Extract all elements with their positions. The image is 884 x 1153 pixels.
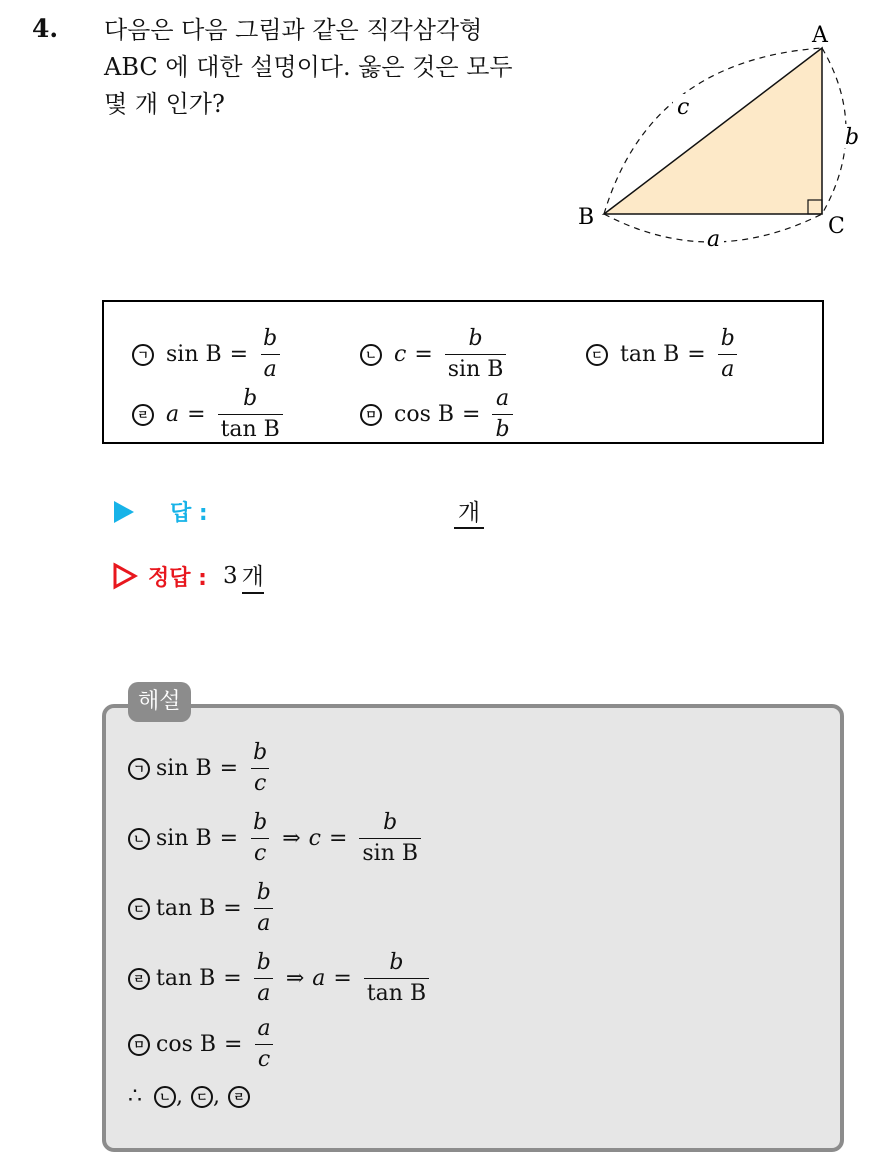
option-fraction: $\frac{a}{b}$ <box>492 386 512 443</box>
option-fraction: $\frac{b}{a}$ <box>718 326 738 383</box>
explanation-marker: ㄱ <box>128 758 150 780</box>
side-b-label: b <box>845 125 860 150</box>
option-marker: ㄷ <box>586 344 608 366</box>
play-arrow-icon <box>112 499 136 525</box>
option-marker: ㄴ <box>360 344 382 366</box>
vertex-b-label: B <box>578 205 595 230</box>
option-fraction: $\frac{b}{\text{sin B}}$ <box>445 326 507 383</box>
explanation-tag: 해설 <box>128 682 191 722</box>
option-fraction: $\frac{b}{a}$ <box>260 326 280 383</box>
answer-unit: 개 <box>457 500 481 526</box>
conclusion-marker: ㄴ <box>154 1086 176 1108</box>
option-lhs: c <box>394 342 407 367</box>
option-lhs: tan B <box>620 342 680 367</box>
option-2: ㄴ c = $\frac{b}{\text{sin B}}$ <box>360 326 510 383</box>
explanation-line-4: ㄹ tan B = $\frac{b}{a}$ ⇒ a = $\frac{b}{\text{tan B}}$ <box>128 950 433 1007</box>
correct-answer-row <box>112 558 264 594</box>
correct-answer-unit: 개 <box>242 558 264 594</box>
correct-answer-value: 3 <box>222 563 238 589</box>
question-number: 4. <box>32 14 59 43</box>
option-marker: ㅁ <box>360 404 382 426</box>
answer-blank[interactable] <box>454 494 484 529</box>
option-5: ㅁ cos B = $\frac{a}{b}$ <box>360 386 517 443</box>
outline-arrow-icon <box>112 562 138 590</box>
explanation-marker: ㄴ <box>128 828 150 850</box>
option-lhs: cos B <box>394 402 455 427</box>
therefore-symbol: ∴ <box>128 1084 142 1109</box>
triangle-shape <box>604 48 822 214</box>
explanation-line-2: ㄴ sin B = $\frac{b}{c}$ ⇒ c = $\frac{b}{\text{sin B}}$ <box>128 810 425 867</box>
answer-label: 답 : <box>170 501 208 526</box>
side-a-label: a <box>707 227 721 252</box>
conclusion-marker: ㄹ <box>228 1086 250 1108</box>
question-line: ABC 에 대한 설명이다. 옳은 것은 모두 <box>104 53 513 81</box>
side-c-label: c <box>677 95 690 120</box>
explanation-conclusion: ∴ ㄴ , ㄷ , ㄹ <box>128 1084 250 1109</box>
vertex-c-label: C <box>828 214 845 239</box>
correct-answer-label: 정답 : <box>148 565 207 591</box>
explanation-marker: ㄷ <box>128 898 150 920</box>
option-1: ㄱ sin B = $\frac{b}{a}$ <box>132 326 284 383</box>
option-lhs: sin B <box>166 342 222 367</box>
option-3: ㄷ tan B = $\frac{b}{a}$ <box>586 326 742 383</box>
vertex-a-label: A <box>812 23 828 48</box>
conclusion-marker: ㄷ <box>191 1086 213 1108</box>
question-text <box>104 12 554 123</box>
answer-row <box>112 496 208 527</box>
explanation-marker: ㅁ <box>128 1034 150 1056</box>
right-triangle-figure <box>570 20 860 260</box>
option-4: ㄹ a = $\frac{b}{\text{tan B}}$ <box>132 386 287 443</box>
option-marker: ㄹ <box>132 404 154 426</box>
option-marker: ㄱ <box>132 344 154 366</box>
option-lhs: a <box>166 402 180 427</box>
explanation-line-3: ㄷ tan B = $\frac{b}{a}$ <box>128 880 278 937</box>
explanation-line-5: ㅁ cos B = $\frac{a}{c}$ <box>128 1016 278 1073</box>
question-line: 몇 개 인가? <box>104 90 225 118</box>
question-line: 다음은 다음 그림과 같은 직각삼각형 <box>104 16 483 44</box>
explanation-marker: ㄹ <box>128 968 150 990</box>
option-fraction: $\frac{b}{\text{tan B}}$ <box>218 386 283 443</box>
explanation-line-1: ㄱ sin B = $\frac{b}{c}$ <box>128 740 274 797</box>
